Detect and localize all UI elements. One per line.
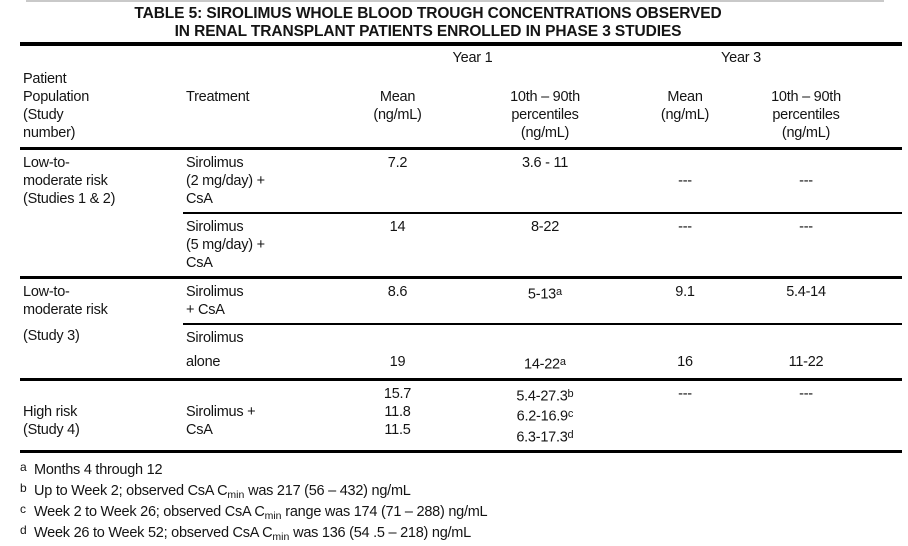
year1-mean-cell xyxy=(325,283,470,319)
value-text: 6.3-17.3 xyxy=(516,429,568,445)
rule-table-bottom xyxy=(20,450,902,453)
table-title-line2: IN RENAL TRANSPLANT PATIENTS ENROLLED IN PHASE 3 STUDIES xyxy=(174,22,682,40)
footnote-marker-b: b xyxy=(567,387,574,400)
header-line: percentiles xyxy=(511,107,579,123)
header-line: (Study xyxy=(23,107,64,123)
header-line: Patient xyxy=(23,71,67,87)
treatment-line: CsA xyxy=(186,255,213,271)
value xyxy=(470,353,620,374)
year3-percentiles-cell xyxy=(750,218,902,272)
treatment-line: Sirolimus xyxy=(186,155,244,171)
treatment-cell xyxy=(183,154,325,208)
treatment-cell xyxy=(183,329,325,374)
row-group-low-moderate-study-3 xyxy=(20,279,902,378)
year-span-header-row xyxy=(20,46,902,70)
value xyxy=(470,385,620,406)
table-title xyxy=(0,0,882,40)
treatment-line: (2 mg/day) + xyxy=(186,173,265,189)
patient-population-cell xyxy=(20,403,183,439)
year3-percentiles-cell xyxy=(750,283,902,319)
treatment-line: Sirolimus xyxy=(186,284,244,300)
population-line: High risk xyxy=(23,403,78,420)
year1-span-header: Year 1 xyxy=(452,50,493,66)
year1-mean-cell xyxy=(325,329,470,374)
year1-mean-cell xyxy=(325,218,470,272)
header-line: (ng/mL) xyxy=(373,107,422,123)
column-header-row xyxy=(20,70,902,147)
year3-mean-cell xyxy=(620,385,750,447)
population-line: moderate risk xyxy=(23,173,108,189)
row-group-high-risk-study-4 xyxy=(20,381,902,451)
header-line: (ng/mL) xyxy=(660,107,710,123)
value: 14 xyxy=(389,219,406,235)
no-data-dashes: --- xyxy=(799,385,813,402)
value-text: 14-22 xyxy=(524,356,560,373)
table-row xyxy=(20,214,902,276)
value: 7.2 xyxy=(387,155,408,171)
col-header-year3-percentiles xyxy=(750,70,902,142)
footnote-text: range was 174 (71 – 288) ng/mL xyxy=(281,504,488,520)
col-header-year3-mean xyxy=(620,70,750,142)
value: 19 xyxy=(389,354,406,370)
table-5 xyxy=(20,42,902,453)
footnote-text: Week 26 to Week 52; observed CsA C xyxy=(34,525,273,541)
year1-mean-cell xyxy=(325,385,470,447)
value: 8-22 xyxy=(530,219,560,235)
value xyxy=(470,426,620,447)
no-data-dashes: --- xyxy=(678,385,692,402)
year3-percentiles-cell xyxy=(750,329,902,374)
patient-population-cell xyxy=(20,283,183,345)
value: 9.1 xyxy=(675,284,695,300)
footnote-d xyxy=(20,521,908,542)
population-line: Low-to- xyxy=(23,284,70,300)
value: 15.7 xyxy=(383,385,412,402)
treatment-line: Sirolimus xyxy=(186,330,244,346)
value: 8.6 xyxy=(387,284,408,300)
population-line: Low-to- xyxy=(23,155,70,171)
footnote-subscript: min xyxy=(264,510,282,522)
header-line: Mean xyxy=(667,89,703,105)
population-line: (Study 3) xyxy=(23,328,80,344)
header-line: (ng/mL) xyxy=(520,125,570,141)
year3-mean-cell xyxy=(620,283,750,319)
table-title-line1: TABLE 5: SIROLIMUS WHOLE BLOOD TROUGH CONCENTRATIONS OBSERVED xyxy=(134,5,722,22)
value: 11-22 xyxy=(788,354,824,370)
treatment-line: + CsA xyxy=(186,302,225,318)
treatment-line: CsA xyxy=(186,421,213,438)
year3-mean-cell xyxy=(620,154,750,208)
treatment-line: alone xyxy=(186,354,221,370)
value xyxy=(470,283,620,304)
value: 11.5 xyxy=(384,421,411,438)
value xyxy=(470,405,620,426)
population-spacer-cell xyxy=(20,218,183,272)
treatment-line: (5 mg/day) + xyxy=(186,237,265,253)
header-line: Population xyxy=(23,89,90,105)
footnote-b xyxy=(20,479,908,500)
year3-mean-cell xyxy=(620,329,750,374)
treatment-cell xyxy=(183,385,325,447)
treatment-line: CsA xyxy=(186,191,213,207)
footnote-text: Months 4 through 12 xyxy=(34,462,163,478)
col-header-treatment xyxy=(183,70,325,142)
header-line: Treatment xyxy=(186,89,250,105)
footnote-marker-a: a xyxy=(555,286,563,298)
header-line: percentiles xyxy=(772,107,840,123)
value: 11.8 xyxy=(384,403,411,420)
year1-percentiles-cell xyxy=(470,154,620,208)
footnote-text: was 136 (54 .5 – 218) ng/mL xyxy=(289,525,471,541)
no-data-dashes: --- xyxy=(678,173,692,189)
col-header-year1-mean xyxy=(325,70,470,142)
year3-span-header: Year 3 xyxy=(721,50,761,66)
value-text: 5.4-27.3 xyxy=(516,388,568,404)
footnote-marker-c: c xyxy=(567,408,574,420)
footnote-letter: c xyxy=(20,502,26,516)
no-data-dashes: --- xyxy=(678,219,692,235)
footnote-letter: a xyxy=(20,460,27,474)
footnote-marker-d: d xyxy=(567,428,574,441)
footnote-letter: b xyxy=(20,481,27,495)
footnote-subscript: min xyxy=(227,489,245,501)
col-header-patient-population xyxy=(20,70,183,142)
year3-mean-cell xyxy=(620,218,750,272)
footnote-letter: d xyxy=(20,523,27,537)
value: 16 xyxy=(677,354,693,370)
value: 5.4-14 xyxy=(786,284,826,300)
year1-percentiles-cell xyxy=(470,283,620,319)
population-line: (Studies 1 & 2) xyxy=(23,191,116,207)
no-data-dashes: --- xyxy=(799,219,813,235)
header-line: 10th – 90th xyxy=(771,89,841,105)
header-line: (ng/mL) xyxy=(781,125,831,141)
value-text: 6.2-16.9 xyxy=(516,408,568,425)
year3-percentiles-cell xyxy=(750,385,902,447)
value: 3.6 - 11 xyxy=(521,155,569,171)
year1-mean-cell xyxy=(325,154,470,208)
footnotes xyxy=(20,458,908,542)
treatment-line: Sirolimus + xyxy=(186,403,256,420)
footnote-marker-a: a xyxy=(559,356,566,368)
footnote-a xyxy=(20,458,908,479)
header-line: number) xyxy=(23,125,76,141)
treatment-line: Sirolimus xyxy=(186,219,244,235)
year1-percentiles-cell xyxy=(470,329,620,374)
population-line: (Study 4) xyxy=(23,421,80,438)
patient-population-cell xyxy=(20,154,183,208)
year1-percentiles-cell xyxy=(470,218,620,272)
row-group-low-moderate-studies-1-2 xyxy=(20,150,902,276)
header-line: 10th – 90th xyxy=(510,89,580,105)
footnote-text: was 217 (56 – 432) ng/mL xyxy=(244,483,411,499)
year1-percentiles-cell xyxy=(470,385,620,447)
col-header-year1-percentiles xyxy=(470,70,620,142)
footnote-c xyxy=(20,500,908,521)
population-line: moderate risk xyxy=(23,302,108,318)
value-text: 5-13 xyxy=(527,286,556,303)
header-line: Mean xyxy=(379,89,416,105)
footnote-subscript: min xyxy=(272,531,290,543)
year3-percentiles-cell xyxy=(750,154,902,208)
no-data-dashes: --- xyxy=(799,173,813,189)
footnote-text: Up to Week 2; observed CsA C xyxy=(34,483,228,499)
treatment-cell xyxy=(183,218,325,272)
footnote-text: Week 2 to Week 26; observed CsA C xyxy=(34,504,265,520)
treatment-cell xyxy=(183,283,325,319)
